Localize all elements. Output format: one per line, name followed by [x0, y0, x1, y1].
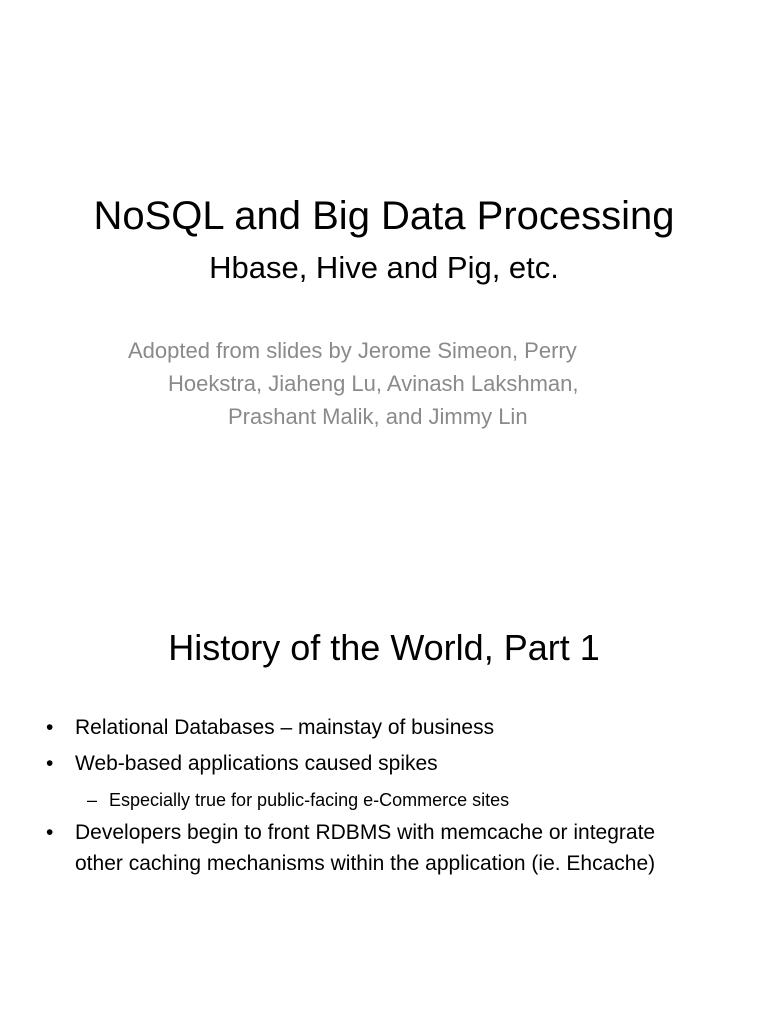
bullet-marker: •: [46, 716, 54, 739]
bullet-marker: •: [46, 821, 54, 844]
attribution-line: Hoekstra, Jiaheng Lu, Avinash Lakshman,: [168, 371, 579, 396]
slide-subtitle: Hbase, Hive and Pig, etc.: [209, 250, 559, 285]
attribution-line: Prashant Malik, and Jimmy Lin: [228, 404, 528, 429]
bullet-text: other caching mechanisms within the application (ie. Ehcache): [75, 852, 656, 875]
content-slide: [0, 512, 768, 1024]
slide-heading: History of the World, Part 1: [168, 627, 600, 668]
bullet-text: Developers begin to front RDBMS with memcache or integrate: [75, 821, 656, 844]
bullet-text: Web-based applications caused spikes: [75, 752, 438, 775]
sub-bullet-text: Especially true for public-facing e-Commerce sites: [109, 790, 510, 810]
bullet-marker: •: [46, 752, 54, 775]
slide-title: NoSQL and Big Data Processing: [93, 194, 675, 238]
attribution-line: Adopted from slides by Jerome Simeon, Perry: [128, 338, 577, 363]
sub-bullet-marker: –: [87, 790, 98, 810]
bullet-text: Relational Databases – mainstay of business: [75, 716, 495, 739]
